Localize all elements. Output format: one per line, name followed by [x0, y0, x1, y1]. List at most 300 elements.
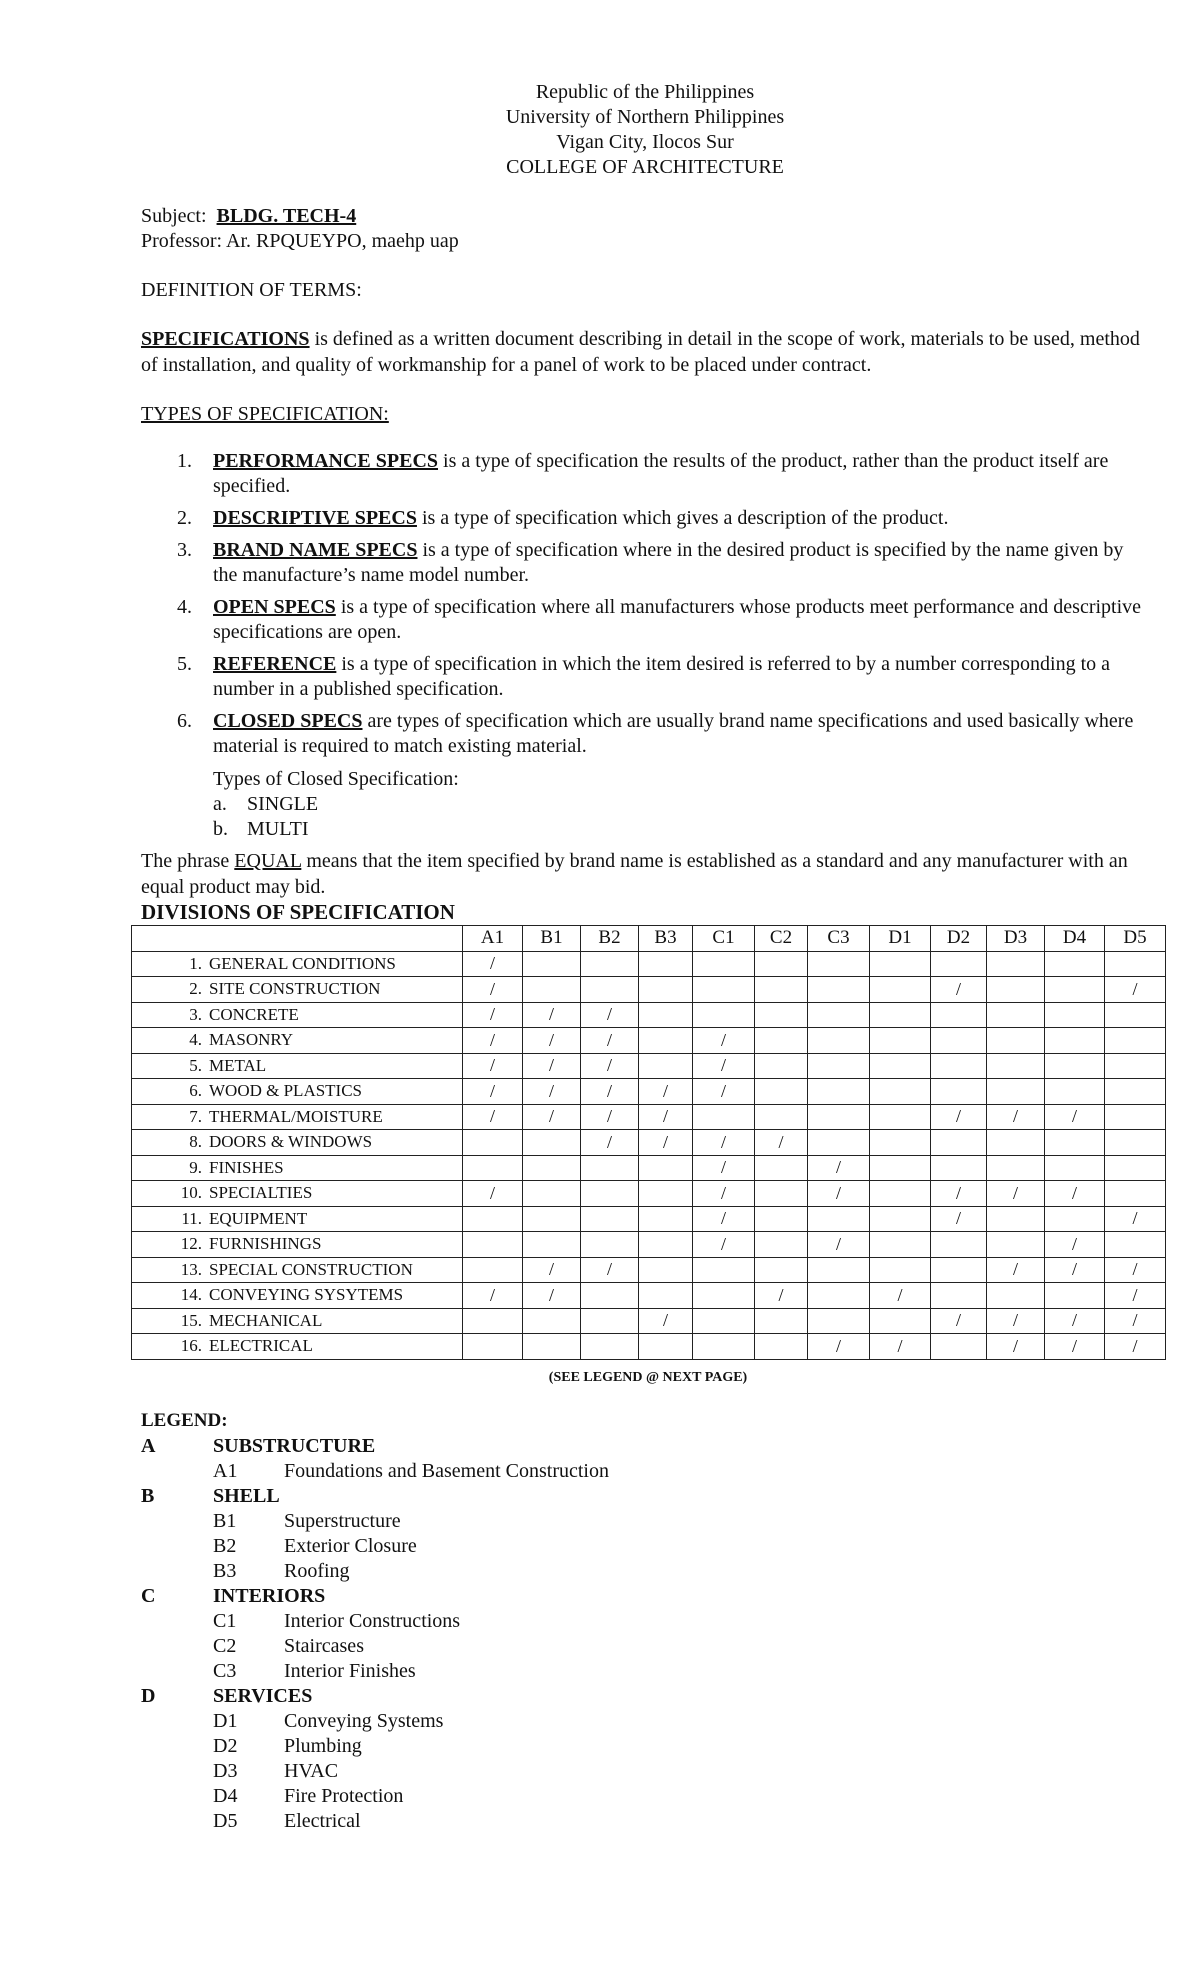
- list-item: [141, 652, 1151, 702]
- header-line-city: Vigan City, Ilocos Sur: [556, 131, 734, 153]
- list-item-number: 3.: [177, 539, 192, 561]
- table-row: [132, 1232, 1166, 1258]
- legend-item: [141, 1609, 609, 1634]
- table-cell: [523, 1232, 581, 1258]
- header-line-university: University of Northern Philippines: [505, 106, 785, 128]
- table-cell: [1045, 1130, 1105, 1156]
- table-cell: [693, 1257, 755, 1283]
- table-cell: [987, 1028, 1045, 1054]
- table-cell: [1105, 1053, 1166, 1079]
- table-cell: /: [755, 1130, 808, 1156]
- division-name: SPECIALTIES: [209, 1183, 313, 1203]
- table-cell: [987, 951, 1045, 977]
- table-cell: [1045, 1053, 1105, 1079]
- table-cell: /: [1105, 1308, 1166, 1334]
- list-item-term: PERFORMANCE SPECS: [213, 450, 439, 472]
- table-cell: /: [523, 1257, 581, 1283]
- table-cell: /: [581, 1079, 639, 1105]
- legend-item-code: B3: [213, 1560, 237, 1582]
- table-cell: [870, 1104, 931, 1130]
- table-cell: [755, 951, 808, 977]
- division-name-cell: [132, 1155, 463, 1181]
- table-cell: /: [463, 951, 523, 977]
- table-cell: [523, 1334, 581, 1360]
- table-row: [132, 1079, 1166, 1105]
- table-cell: /: [1105, 1283, 1166, 1309]
- list-item-term: DESCRIPTIVE SPECS: [213, 507, 417, 529]
- legend-item-desc: Electrical: [284, 1810, 361, 1832]
- table-cell: /: [1045, 1232, 1105, 1258]
- table-cell: /: [523, 1283, 581, 1309]
- table-column-header: A1: [463, 926, 523, 952]
- table-column-header: C1: [693, 926, 755, 952]
- table-cell: [463, 1130, 523, 1156]
- table-cell: /: [987, 1104, 1045, 1130]
- division-number: 2.: [189, 979, 202, 999]
- table-cell: /: [693, 1206, 755, 1232]
- table-column-header: D4: [1045, 926, 1105, 952]
- specifications-text: is defined as a written document describing in detail in the scope of work, materials to be used, method of installation, and quality of workmanship for a panel of work to be placed under contract.: [141, 328, 1140, 376]
- table-row: [132, 1104, 1166, 1130]
- table-cell: [1105, 1232, 1166, 1258]
- table-cell: [987, 1079, 1045, 1105]
- table-cell: [870, 1079, 931, 1105]
- division-name: CONCRETE: [209, 1004, 299, 1024]
- table-cell: [987, 1053, 1045, 1079]
- list-item-number: 1.: [177, 450, 192, 472]
- specifications-term: SPECIFICATIONS: [141, 328, 310, 350]
- table-cell: [523, 1181, 581, 1207]
- table-cell: [755, 1181, 808, 1207]
- division-name: METAL: [209, 1055, 267, 1075]
- table-cell: /: [755, 1283, 808, 1309]
- types-list: [141, 449, 1151, 766]
- table-cell: /: [987, 1181, 1045, 1207]
- table-cell: [639, 1334, 693, 1360]
- division-name: MASONRY: [209, 1030, 294, 1050]
- division-number: 8.: [189, 1132, 202, 1152]
- table-cell: /: [1045, 1181, 1105, 1207]
- table-cell: [639, 1002, 693, 1028]
- table-cell: [463, 1308, 523, 1334]
- table-row: [132, 1028, 1166, 1054]
- table-cell: /: [1045, 1308, 1105, 1334]
- table-cell: [870, 1155, 931, 1181]
- table-cell: [1105, 1130, 1166, 1156]
- table-cell: [581, 1334, 639, 1360]
- legend-item-code: B2: [213, 1535, 237, 1557]
- legend-group-letter: B: [141, 1485, 155, 1507]
- table-cell: /: [639, 1130, 693, 1156]
- table-cell: [463, 1155, 523, 1181]
- table-row: [132, 1181, 1166, 1207]
- table-cell: [1105, 1104, 1166, 1130]
- list-item-term: BRAND NAME SPECS: [213, 539, 418, 561]
- table-cell: [1045, 977, 1105, 1003]
- list-item-text: is a type of specification where in the desired product is specified by the name given by the manufacture’s name model number.: [213, 539, 1124, 586]
- table-cell: [1105, 951, 1166, 977]
- table-cell: /: [1105, 1257, 1166, 1283]
- table-cell: /: [463, 1181, 523, 1207]
- division-name-cell: [132, 1002, 463, 1028]
- table-cell: [1105, 1181, 1166, 1207]
- table-cell: [463, 1232, 523, 1258]
- table-cell: [1045, 1155, 1105, 1181]
- table-cell: [1045, 1079, 1105, 1105]
- table-cell: [931, 1130, 987, 1156]
- table-column-header: C3: [808, 926, 870, 952]
- table-cell: /: [463, 1028, 523, 1054]
- table-cell: [808, 1053, 870, 1079]
- table-cell: [870, 1002, 931, 1028]
- table-header-row: [132, 926, 1166, 952]
- table-cell: /: [870, 1334, 931, 1360]
- table-cell: /: [808, 1155, 870, 1181]
- legend-item-code: D3: [213, 1760, 238, 1782]
- legend-item-code: D5: [213, 1810, 238, 1832]
- division-number: 11.: [181, 1208, 202, 1228]
- legend-item-desc: Plumbing: [284, 1735, 362, 1757]
- table-cell: [1045, 1028, 1105, 1054]
- table-cell: [755, 1079, 808, 1105]
- table-cell: [639, 977, 693, 1003]
- definition-title: DEFINITION OF TERMS:: [141, 279, 362, 301]
- table-cell: /: [523, 1028, 581, 1054]
- division-number: 10.: [180, 1183, 202, 1203]
- table-cell: [931, 951, 987, 977]
- division-name: ELECTRICAL: [209, 1336, 313, 1356]
- table-cell: [581, 1308, 639, 1334]
- legend-item: [141, 1709, 609, 1734]
- table-cell: /: [693, 1053, 755, 1079]
- table-cell: /: [639, 1104, 693, 1130]
- table-cell: [755, 1206, 808, 1232]
- table-cell: [463, 1334, 523, 1360]
- table-cell: [693, 977, 755, 1003]
- table-cell: [808, 1028, 870, 1054]
- list-item: [141, 449, 1151, 499]
- division-number: 9.: [189, 1157, 202, 1177]
- table-cell: [755, 1308, 808, 1334]
- table-cell: /: [463, 1283, 523, 1309]
- division-name: CONVEYING SYSYTEMS: [209, 1285, 404, 1305]
- header-line-republic: Republic of the Philippines: [535, 81, 755, 103]
- legend-group-letter: C: [141, 1585, 156, 1607]
- table-cell: [755, 1334, 808, 1360]
- table-cell: [931, 1028, 987, 1054]
- list-item-text: is a type of specification in which the item desired is referred to by a number corresponding to a number in a published specification.: [213, 653, 1111, 700]
- table-cell: /: [693, 1181, 755, 1207]
- table-cell: /: [463, 1079, 523, 1105]
- legend-group: [141, 1584, 609, 1609]
- table-cell: [693, 1104, 755, 1130]
- table-cell: [523, 1206, 581, 1232]
- table-cell: [463, 1257, 523, 1283]
- table-cell: [523, 977, 581, 1003]
- legend-group-name: SERVICES: [213, 1685, 313, 1707]
- header-line-college: COLLEGE OF ARCHITECTURE: [506, 156, 784, 178]
- table-cell: [1105, 1002, 1166, 1028]
- table-cell: /: [1105, 1206, 1166, 1232]
- table-cell: /: [463, 977, 523, 1003]
- table-cell: /: [581, 1028, 639, 1054]
- table-cell: [987, 977, 1045, 1003]
- table-cell: [870, 1181, 931, 1207]
- table-cell: [808, 1206, 870, 1232]
- legend-item-desc: Roofing: [284, 1560, 350, 1582]
- division-name: FINISHES: [209, 1157, 284, 1177]
- table-cell: [523, 1155, 581, 1181]
- table-column-header: B1: [523, 926, 581, 952]
- table-column-header: D1: [870, 926, 931, 952]
- table-cell: [523, 951, 581, 977]
- table-cell: [931, 1002, 987, 1028]
- table-cell: [987, 1283, 1045, 1309]
- table-cell: [581, 977, 639, 1003]
- table-cell: [523, 1130, 581, 1156]
- table-cell: /: [1045, 1334, 1105, 1360]
- closed-type-item: b. MULTI: [213, 818, 309, 840]
- professor-line: Professor: Ar. RPQUEYPO, maehp uap: [141, 230, 459, 252]
- division-name: SPECIAL CONSTRUCTION: [209, 1259, 413, 1279]
- table-cell: [755, 977, 808, 1003]
- legend-item: [141, 1559, 609, 1584]
- table-cell: /: [931, 1104, 987, 1130]
- table-cell: [693, 1283, 755, 1309]
- table-cell: /: [639, 1308, 693, 1334]
- division-number: 3.: [189, 1004, 202, 1024]
- table-cell: /: [808, 1334, 870, 1360]
- division-name-cell: [132, 1104, 463, 1130]
- list-item-number: 5.: [177, 653, 192, 675]
- legend-item: [141, 1509, 609, 1534]
- table-cell: /: [808, 1232, 870, 1258]
- legend-item-code: D4: [213, 1785, 238, 1807]
- table-cell: [581, 951, 639, 977]
- legend-item: [141, 1784, 609, 1809]
- table-cell: [581, 1206, 639, 1232]
- table-cell: [808, 977, 870, 1003]
- list-item-term: OPEN SPECS: [213, 596, 336, 618]
- division-name-cell: [132, 1334, 463, 1360]
- division-number: 6.: [189, 1081, 202, 1101]
- table-cell: [639, 1232, 693, 1258]
- table-cell: [755, 1257, 808, 1283]
- divisions-title: DIVISIONS OF SPECIFICATION: [141, 900, 455, 924]
- table-cell: /: [639, 1079, 693, 1105]
- table-cell: /: [693, 1232, 755, 1258]
- table-cell: /: [931, 977, 987, 1003]
- table-cell: [870, 1028, 931, 1054]
- table-cell: /: [931, 1181, 987, 1207]
- legend-item: [141, 1809, 609, 1834]
- table-row: [132, 977, 1166, 1003]
- table-cell: [987, 1232, 1045, 1258]
- specifications-paragraph: [141, 326, 1151, 378]
- division-name-cell: [132, 1257, 463, 1283]
- legend-item-desc: Interior Finishes: [284, 1660, 416, 1682]
- division-name: SITE CONSTRUCTION: [209, 979, 381, 999]
- legend-item-code: C3: [213, 1660, 237, 1682]
- table-cell: /: [931, 1206, 987, 1232]
- table-row: [132, 1130, 1166, 1156]
- table-cell: [987, 1206, 1045, 1232]
- table-cell: [581, 1232, 639, 1258]
- table-row: [132, 951, 1166, 977]
- table-cell: [870, 1130, 931, 1156]
- table-cell: [808, 1308, 870, 1334]
- subject-value: BLDG. TECH-4: [216, 205, 357, 227]
- table-cell: [693, 1334, 755, 1360]
- list-item-number: 6.: [177, 710, 192, 732]
- table-cell: [870, 951, 931, 977]
- table-column-header: B3: [639, 926, 693, 952]
- legend-item-desc: Conveying Systems: [284, 1710, 444, 1732]
- table-cell: /: [693, 1130, 755, 1156]
- table-cell: [755, 1155, 808, 1181]
- table-cell: [1045, 951, 1105, 977]
- table-cell: /: [581, 1257, 639, 1283]
- legend-item-code: A1: [213, 1460, 238, 1482]
- table-cell: [755, 1028, 808, 1054]
- table-cell: /: [693, 1155, 755, 1181]
- table-cell: [808, 1002, 870, 1028]
- table-cell: /: [808, 1181, 870, 1207]
- table-cell: [581, 1181, 639, 1207]
- list-item: [141, 538, 1151, 588]
- division-name: GENERAL CONDITIONS: [209, 953, 396, 973]
- document-header: [0, 80, 1200, 180]
- division-name: WOOD & PLASTICS: [209, 1081, 363, 1101]
- division-number: 15.: [180, 1310, 202, 1330]
- table-cell: /: [463, 1104, 523, 1130]
- table-cell: [1105, 1028, 1166, 1054]
- division-name-cell: [132, 1283, 463, 1309]
- table-cell: [931, 1053, 987, 1079]
- table-cell: /: [693, 1028, 755, 1054]
- legend-item-desc: Staircases: [284, 1635, 364, 1657]
- list-item: [141, 506, 1151, 531]
- division-name-cell: [132, 1181, 463, 1207]
- table-header-blank: [132, 926, 463, 952]
- legend-item: [141, 1534, 609, 1559]
- table-cell: [639, 1206, 693, 1232]
- legend-group: [141, 1684, 609, 1709]
- subject-label: Subject:: [141, 205, 207, 227]
- list-item: [141, 595, 1151, 645]
- table-cell: [931, 1334, 987, 1360]
- list-item-number: 4.: [177, 596, 192, 618]
- table-cell: [755, 1232, 808, 1258]
- division-name-cell: [132, 1028, 463, 1054]
- table-row: [132, 1155, 1166, 1181]
- table-cell: [931, 1257, 987, 1283]
- table-cell: [808, 1283, 870, 1309]
- table-cell: /: [581, 1130, 639, 1156]
- table-cell: /: [987, 1308, 1045, 1334]
- equal-term: EQUAL: [234, 850, 302, 872]
- list-item-number: 2.: [177, 507, 192, 529]
- table-cell: [693, 1308, 755, 1334]
- division-name: DOORS & WINDOWS: [209, 1132, 373, 1152]
- table-cell: [639, 1181, 693, 1207]
- table-cell: /: [581, 1053, 639, 1079]
- table-cell: [808, 951, 870, 977]
- legend-group-name: SHELL: [213, 1485, 280, 1507]
- list-item-term: CLOSED SPECS: [213, 710, 363, 732]
- list-item-term: REFERENCE: [213, 653, 337, 675]
- table-cell: [639, 951, 693, 977]
- table-column-header: C2: [755, 926, 808, 952]
- table-cell: /: [931, 1308, 987, 1334]
- table-column-header: D2: [931, 926, 987, 952]
- table-cell: [870, 1257, 931, 1283]
- legend-item-code: C1: [213, 1610, 237, 1632]
- legend-group-letter: D: [141, 1685, 156, 1707]
- types-title: TYPES OF SPECIFICATION:: [141, 403, 389, 425]
- subject-block: [141, 204, 459, 254]
- table-row: [132, 1334, 1166, 1360]
- division-number: 12.: [180, 1234, 202, 1254]
- legend-item-desc: Fire Protection: [284, 1785, 404, 1807]
- legend-item: [141, 1459, 609, 1484]
- division-name: THERMAL/MOISTURE: [209, 1106, 383, 1126]
- table-cell: [1045, 1206, 1105, 1232]
- list-item-text: is a type of specification the results of the product, rather than the product itself are specified.: [213, 450, 1109, 497]
- division-number: 1.: [189, 953, 202, 973]
- table-cell: [808, 1130, 870, 1156]
- table-cell: /: [463, 1053, 523, 1079]
- table-cell: /: [987, 1334, 1045, 1360]
- division-name-cell: [132, 1308, 463, 1334]
- table-cell: /: [463, 1002, 523, 1028]
- division-name-cell: [132, 1079, 463, 1105]
- legend-item-code: B1: [213, 1510, 237, 1532]
- table-cell: [1045, 1002, 1105, 1028]
- table-cell: [523, 1308, 581, 1334]
- division-name-cell: [132, 1232, 463, 1258]
- table-cell: /: [870, 1283, 931, 1309]
- division-name-cell: [132, 1130, 463, 1156]
- table-cell: /: [693, 1079, 755, 1105]
- table-cell: [870, 977, 931, 1003]
- table-cell: [931, 1232, 987, 1258]
- list-item: [141, 709, 1151, 759]
- table-cell: [1105, 1155, 1166, 1181]
- divisions-table: [131, 925, 1166, 1360]
- table-cell: [639, 1155, 693, 1181]
- legend-item-desc: Exterior Closure: [284, 1535, 417, 1557]
- table-cell: [693, 951, 755, 977]
- table-cell: [808, 1079, 870, 1105]
- legend-group-name: INTERIORS: [213, 1585, 326, 1607]
- see-legend-note: (SEE LEGEND @ NEXT PAGE): [548, 1370, 748, 1385]
- legend-item: [141, 1759, 609, 1784]
- legend-item: [141, 1659, 609, 1684]
- division-name-cell: [132, 1206, 463, 1232]
- table-cell: [755, 1053, 808, 1079]
- table-row: [132, 1257, 1166, 1283]
- table-cell: [987, 1002, 1045, 1028]
- table-cell: [870, 1232, 931, 1258]
- table-cell: [1105, 1079, 1166, 1105]
- table-cell: [931, 1155, 987, 1181]
- table-column-header: D5: [1105, 926, 1166, 952]
- division-name: FURNISHINGS: [209, 1234, 322, 1254]
- table-cell: /: [1045, 1104, 1105, 1130]
- table-cell: [581, 1283, 639, 1309]
- legend-item: [141, 1634, 609, 1659]
